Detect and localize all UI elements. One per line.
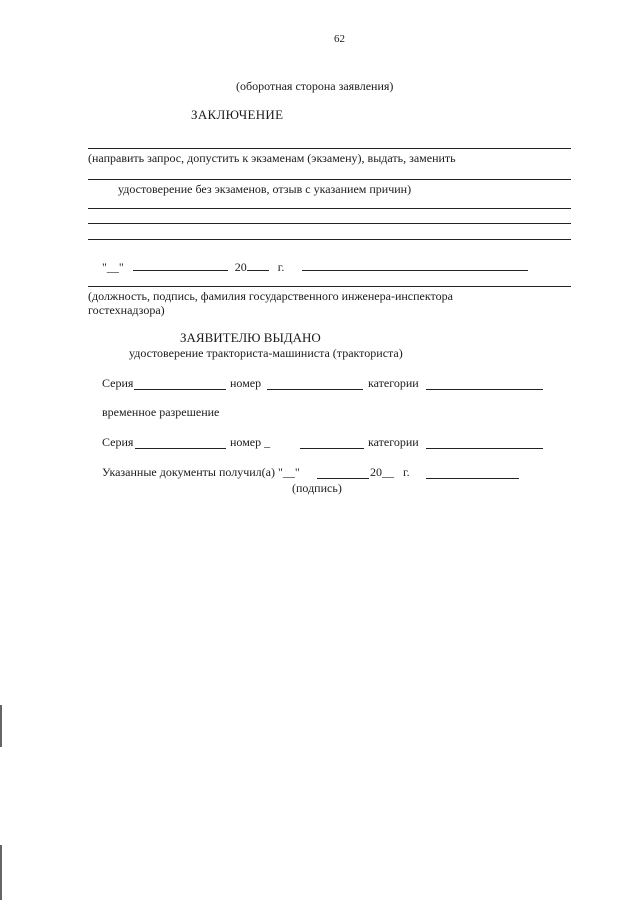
conclusion-line: [88, 223, 571, 224]
number-blank: [267, 389, 363, 390]
signature-caption-2: гостехнадзора): [88, 303, 165, 317]
category-blank-2: [426, 448, 543, 449]
conclusion-line: [88, 286, 571, 287]
received-year-prefix: 20__: [370, 465, 394, 479]
series-blank-2: [135, 448, 226, 449]
conclusion-line: [88, 179, 571, 180]
date-month-blank: [133, 258, 228, 271]
conclusion-line: [88, 208, 571, 209]
received-month-blank: [317, 478, 369, 479]
signature-blank: [302, 270, 528, 271]
series-label: Серия: [102, 376, 134, 390]
category-label: категории: [368, 376, 419, 390]
conclusion-line: [88, 148, 571, 149]
number-label-2: номер _: [230, 435, 271, 449]
date-year-suffix: г.: [277, 260, 285, 274]
conclusion-title: ЗАКЛЮЧЕНИЕ: [191, 107, 284, 122]
series-label-2: Серия: [102, 435, 134, 449]
conclusion-date-row: [102, 258, 284, 275]
category-label-2: категории: [368, 435, 419, 449]
conclusion-instruction-1: (направить запрос, допустить к экзаменам (экзамену), выдать, заменить: [88, 151, 456, 165]
conclusion-line: [88, 239, 571, 240]
conclusion-instruction-2: удостоверение без экзаменов, отзыв с указанием причин): [118, 182, 412, 196]
scan-edge-mark: [0, 845, 2, 900]
page-number: 62: [334, 33, 345, 45]
received-text: Указанные документы получил(а) "__": [102, 465, 300, 479]
received-signature-blank: [426, 478, 519, 479]
received-year-suffix: г.: [403, 465, 410, 479]
category-blank: [426, 389, 543, 390]
date-year-blank: [247, 258, 269, 271]
number-blank-2: [300, 448, 364, 449]
date-day-quote: "__": [102, 260, 124, 274]
signature-caption-1: (должность, подпись, фамилия государственного инженера-инспектора: [88, 289, 453, 303]
issued-title: ЗАЯВИТЕЛЮ ВЫДАНО: [180, 330, 321, 345]
scan-edge-mark: [0, 705, 2, 747]
signature-caption: (подпись): [292, 481, 342, 495]
number-label: номер: [230, 376, 262, 390]
series-blank: [134, 389, 226, 390]
date-year-prefix: 20: [234, 260, 247, 274]
issued-subtitle: удостоверение тракториста-машиниста (тракториста): [129, 346, 403, 360]
temporary-permit-label: временное разрешение: [102, 405, 220, 419]
back-side-caption: (оборотная сторона заявления): [236, 79, 394, 93]
